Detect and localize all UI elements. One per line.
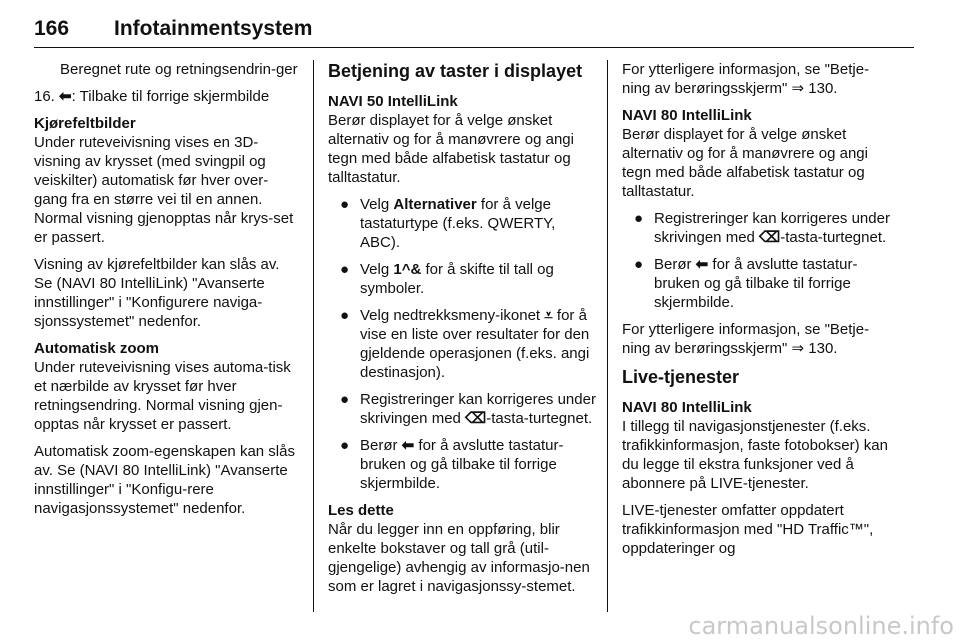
- paragraph: Under ruteveivisning vises automa-tisk et nærbilde av krysset før hver retningsendring. Normal visning gjen-opptas når krysset er passert.: [34, 359, 291, 433]
- text: -tasta-turtegnet.: [486, 410, 593, 427]
- list-item-text: : Tilbake til forrige skjermbilde: [71, 88, 270, 105]
- paragraph: I tillegg til navigasjonstjenester (f.eks. trafikkinformasjon, faste fotobokser) kan du legge til ekstra funksjoner ved å abonnere på LIVE-tjenester.: [622, 418, 888, 492]
- list-item-16: [34, 87, 300, 106]
- bullet-icon: ●: [340, 307, 350, 324]
- bullet-item: [622, 209, 890, 247]
- backspace-icon: ⌫: [759, 229, 781, 246]
- column-3: [622, 60, 890, 566]
- intro: [328, 92, 596, 187]
- paragraph: Berør displayet for å velge ønsket alternativ og for å manøvrere og angi tegn med både alfabetisk tastatur og talltastatur.: [328, 112, 574, 186]
- bullet-icon: ●: [340, 391, 350, 408]
- subheading: NAVI 50 IntelliLink: [328, 93, 458, 110]
- text: for å avslutte tastatur-bruken og gå tilbake til forrige skjermbilde.: [654, 256, 858, 311]
- text: Velg: [360, 196, 394, 213]
- note-text: Når du legger inn en oppføring, blir enkelte bokstaver og tall grå (util-gjengelige) avhengig av informasjo-nen som er lagret i navigasjonssy-stemet.: [328, 521, 590, 595]
- watermark: carmanualsonline.info: [688, 612, 954, 640]
- header-rule: [34, 47, 914, 48]
- text: Registreringer kan korrigeres under skrivingen med: [654, 210, 890, 246]
- intro: [622, 398, 890, 493]
- column-2: [328, 60, 596, 604]
- section-kjorefeltbilder: [34, 114, 300, 247]
- back-arrow-icon: ⬅: [695, 256, 709, 273]
- dropdown-menu-icon: ⩡: [544, 307, 553, 324]
- text: Registreringer kan korrigeres under skrivingen med: [360, 391, 596, 427]
- paragraph: LIVE-tjenester omfatter oppdatert trafikkinformasjon med "HD Traffic™", oppdateringer og: [622, 502, 874, 557]
- bullet-icon: ●: [634, 210, 644, 227]
- text: Velg nedtrekksmeny-ikonet: [360, 307, 545, 324]
- text: -tasta-turtegnet.: [780, 229, 887, 246]
- subheading: NAVI 80 IntelliLink: [622, 399, 752, 416]
- paragraph: Under ruteveivisning vises en 3D-visning av krysset (med svingpil og veiskilter) automatisk før hver over-gang fra en større vei til en annen. Normal visning gjenopptas når krys-set er passert.: [34, 134, 294, 246]
- backspace-icon: ⌫: [465, 410, 487, 427]
- page-header: [34, 17, 914, 51]
- text: for å velge tastaturtype (f.eks. QWERTY, ABC).: [360, 196, 556, 251]
- list-number: 16.: [34, 88, 55, 105]
- text: Berør: [360, 437, 402, 454]
- paragraph: Automatisk zoom-egenskapen kan slås av. Se (NAVI 80 IntelliLink) "Avanserte innstillinger" i "Konfigu-rere navigasjonssystemet" nedenfor.: [34, 443, 295, 517]
- subheading: Kjørefeltbilder: [34, 115, 136, 132]
- text: for å vise en liste over resultater for den gjeldende operasjonen (f.eks. angi destinasjon).: [360, 307, 590, 381]
- bullet-item: [328, 195, 596, 252]
- bullet-icon: ●: [340, 261, 350, 278]
- bullet-item: [328, 436, 596, 493]
- page-number: 166: [34, 17, 70, 40]
- bullet-item: [328, 260, 596, 298]
- ui-label: 1^&: [393, 261, 422, 278]
- ui-label: Alternativer: [393, 196, 477, 213]
- text: Berør: [654, 256, 696, 273]
- bullet-item: [622, 255, 890, 312]
- bullet-icon: ●: [634, 256, 644, 273]
- bullet-icon: ●: [340, 196, 350, 213]
- back-arrow-icon: ⬅: [401, 437, 415, 454]
- column-1: [34, 60, 300, 526]
- list-item-continuation: Beregnet rute og retningsendrin-ger: [60, 61, 298, 78]
- section-heading: Live-tjenester: [622, 367, 740, 387]
- back-arrow-icon: ⬅: [59, 88, 72, 105]
- bullet-item: [328, 306, 596, 382]
- column-divider: [607, 60, 608, 612]
- intro: [622, 106, 890, 201]
- text: for å avslutte tastatur-bruken og gå tilbake til forrige skjermbilde.: [360, 437, 564, 492]
- note: [328, 501, 596, 596]
- cross-reference: For ytterligere informasjon, se "Betje-ning av berøringsskjerm" ⇒ 130.: [622, 321, 870, 357]
- paragraph: Berør displayet for å velge ønsket alternativ og for å manøvrere og angi tegn med både alfabetisk tastatur og talltastatur.: [622, 126, 868, 200]
- page-title: Infotainmentsystem: [114, 17, 313, 40]
- bullet-icon: ●: [340, 437, 350, 454]
- subheading: NAVI 80 IntelliLink: [622, 107, 752, 124]
- subheading: Automatisk zoom: [34, 340, 160, 357]
- section-automatisk-zoom: [34, 339, 300, 434]
- text: Velg: [360, 261, 394, 278]
- column-divider: [313, 60, 314, 612]
- text: for å skifte til tall og symboler.: [360, 261, 554, 297]
- note-title: Les dette: [328, 502, 394, 519]
- paragraph: Visning av kjørefeltbilder kan slås av. Se (NAVI 80 IntelliLink) "Avanserte innstillinger" i "Konfigurere naviga-sjonssystemet" nedenfor.: [34, 256, 280, 330]
- cross-reference: For ytterligere informasjon, se "Betje-ning av berøringsskjerm" ⇒ 130.: [622, 61, 870, 97]
- bullet-item: [328, 390, 596, 428]
- section-heading: Betjening av taster i displayet: [328, 61, 583, 81]
